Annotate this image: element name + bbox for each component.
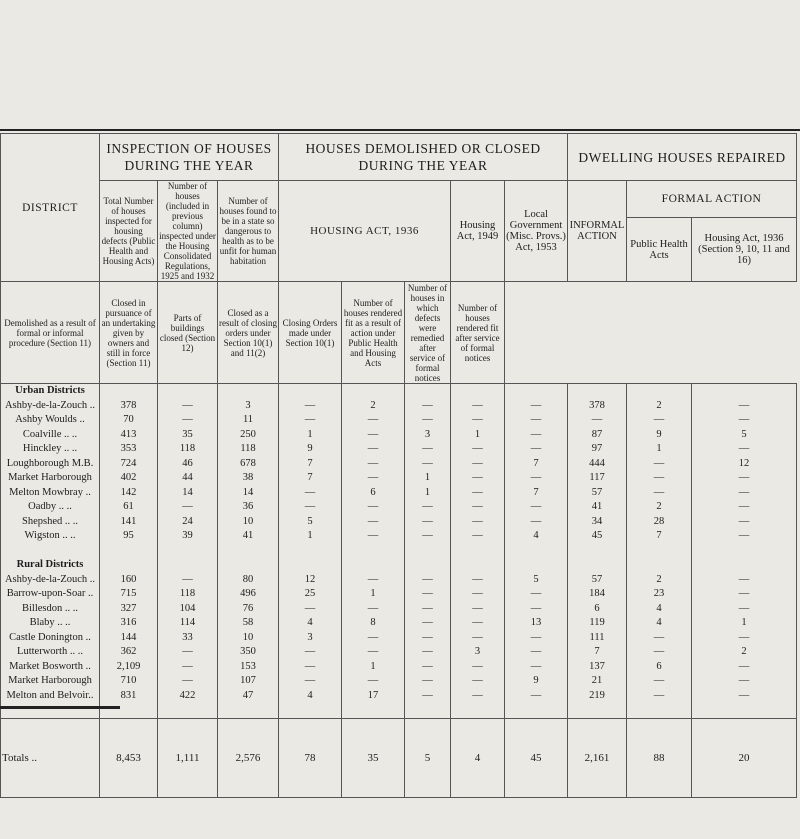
data-cell: 137 [589,660,605,672]
data-cell: 831 [120,689,137,701]
total-inspected-header: Total Number of houses inspected for housing defects (Public Health and Housing Acts) [100,181,158,282]
public-health-acts-header: Public Health Acts [627,218,692,282]
data-cell: 7 [656,530,662,541]
data-cell: 12 [738,457,750,469]
data-cell: — [738,443,750,454]
totals-label: Totals .. [1,718,100,797]
district-names-column [1,384,100,719]
data-cell: — [367,631,379,643]
data-cell: 11 [242,414,254,425]
data-cell: 1 [424,486,431,498]
data-column [342,384,405,719]
data-cell: 104 [179,602,196,614]
total-cell: 5 [405,718,451,797]
data-cell: — [472,515,483,527]
data-cell: 5 [741,428,747,440]
totals-row [1,718,797,797]
data-cell: 7 [307,472,313,483]
data-cell: 7 [533,457,539,469]
housing-report-table [0,133,797,798]
data-cell: — [653,486,665,498]
col-fit-after-header: Number of houses rendered fit after service of formal notices [451,282,505,384]
data-cell: — [530,660,542,672]
data-cell: — [738,631,750,643]
district-header: DISTRICT [1,134,100,282]
data-cell: — [653,457,665,469]
data-cell: — [653,631,665,643]
data-cell: 8 [370,617,376,628]
data-cell: — [472,399,483,411]
data-cell: 144 [120,631,137,643]
data-cell: — [653,646,665,657]
data-cell: 4 [656,602,662,614]
data-cell: — [367,530,379,541]
data-cell: — [304,602,316,614]
data-cell: — [738,675,750,686]
col-closed-undertaking-header: Closed in pursuance of an undertaking given by owners and still in force (Section 11) [100,282,158,384]
data-cell: 402 [120,472,137,483]
data-cell: — [367,602,379,614]
data-cell: — [367,675,379,686]
col-remedied-header: Number of houses in which defects were remedied after service of formal notices [405,282,451,384]
data-cell: 25 [304,588,316,599]
district-name: Oadby .. .. [28,501,72,512]
data-cell: 5 [307,515,313,527]
data-cell: — [367,428,379,440]
data-cell: 353 [120,443,137,454]
data-cell: 2 [741,646,747,657]
data-cell: 3 [245,399,251,411]
data-cell: — [738,515,750,527]
data-cell: — [304,501,316,512]
data-cell: — [422,646,433,657]
district-name: Market Bosworth .. [9,660,91,672]
data-cell: — [472,530,483,541]
data-cell: 61 [123,501,134,512]
data-cell: 2 [656,501,662,512]
district-name: Melton Mowbray .. [9,486,91,498]
total-cell: 78 [279,718,342,797]
data-cell: 350 [240,646,256,657]
data-cell: 21 [591,675,603,686]
total-cell: 2,161 [568,718,627,797]
data-cell: — [530,588,542,599]
data-cell: — [422,631,433,643]
data-column [568,384,627,719]
data-cell: — [472,602,483,614]
data-column [218,384,279,719]
data-cell: 41 [591,501,603,512]
data-cell: — [530,602,542,614]
data-column [505,384,568,719]
data-cell: — [182,675,193,686]
inspection-group-header: INSPECTION OF HOUSES DURING THE YEAR [100,134,279,181]
data-cell: 14 [242,486,254,498]
data-cell: — [182,660,193,672]
data-cell: — [422,457,433,469]
data-cell: — [422,660,433,672]
data-cell: 57 [591,486,603,498]
data-cell: — [591,414,603,425]
data-cell: 45 [591,530,603,541]
col-closed-orders-header: Closed as a result of closing orders under Section 10(1) and 11(2) [218,282,279,384]
data-cell: 13 [530,617,542,628]
data-cell: — [738,414,750,425]
data-cell: 6 [594,602,600,614]
data-cell: 1 [370,588,376,599]
data-column [100,384,158,719]
data-cell: 36 [242,501,254,512]
data-cell: — [738,486,750,498]
data-column [692,384,797,719]
data-cell: 142 [120,486,137,498]
data-cell: 23 [653,588,665,599]
data-cell: — [530,631,542,643]
data-cell: 10 [242,631,254,643]
data-cell: 34 [591,515,603,527]
data-cell: 413 [120,428,137,440]
data-cell: 46 [182,457,193,469]
district-name: Hinckley .. .. [22,443,78,454]
data-cell: — [304,414,316,425]
data-cell: 362 [120,646,137,657]
data-cell: — [472,573,483,585]
data-cell: — [304,486,316,498]
data-cell: 4 [307,617,313,628]
data-cell: — [472,443,483,454]
data-cell: 117 [589,472,605,483]
data-cell: 1 [656,443,662,454]
data-cell: — [530,501,542,512]
data-cell: 95 [123,530,134,541]
data-cell: — [472,501,483,512]
data-cell: 58 [242,617,254,628]
data-cell: 724 [120,457,137,469]
data-cell: — [422,573,433,585]
data-cell: 678 [240,457,256,469]
data-cell: 715 [120,588,137,599]
district-name: Barrow-upon-Soar .. [6,588,94,599]
data-cell: 2,109 [116,660,141,672]
data-cell: — [530,515,542,527]
data-cell: 107 [240,675,256,686]
data-cell: 3 [474,646,481,657]
data-cell: — [738,660,750,672]
data-cell: — [472,675,483,686]
total-cell: 2,576 [218,718,279,797]
data-column [405,384,451,719]
data-cell: — [422,414,433,425]
housing-act-1949-header: Housing Act, 1949 [451,181,505,282]
data-cell: — [530,689,542,701]
total-cell: 88 [627,718,692,797]
data-cell: — [653,472,665,483]
data-cell: 7 [307,457,313,469]
data-cell: — [304,399,316,411]
data-cell: 422 [179,689,196,701]
total-cell: 1,111 [158,718,218,797]
data-cell: 10 [242,515,254,527]
data-cell: — [367,573,379,585]
district-name: Blaby .. .. [29,617,71,628]
data-cell: — [472,414,483,425]
district-name: Ashby Woulds .. [15,414,85,425]
district-name: Castle Donington .. [9,631,91,643]
data-cell: 1 [307,530,313,541]
data-cell: 6 [370,486,376,498]
data-cell: 9 [656,428,662,440]
data-cell: 1 [424,472,431,483]
data-cell: — [530,428,542,440]
data-cell: — [422,689,433,701]
data-cell: — [367,515,379,527]
data-cell: — [653,414,665,425]
data-cell: 44 [182,472,193,483]
data-cell: — [472,631,483,643]
district-name: Ashby-de-la-Zouch .. [4,573,96,585]
inspected-regs-header: Number of houses (included in previous column) inspected under the Housing Consolidated Regulations, 1925 and 1932 [159,181,216,281]
data-cell: — [738,588,750,599]
data-cell: 57 [591,573,603,585]
col-informal-fit-header: Number of houses rendered fit as a result of action under Public Health and Housing Acts [342,282,405,384]
data-cell: 710 [120,675,137,686]
data-cell: — [530,646,542,657]
total-cell: 20 [692,718,797,797]
data-cell: 47 [242,689,254,701]
data-cell: — [472,472,483,483]
data-cell: 80 [242,573,254,585]
district-name: Billesdon .. .. [21,602,78,614]
data-cell: 3 [424,428,431,440]
data-cell: — [367,443,379,454]
data-cell: 38 [242,472,254,483]
data-cell: — [530,472,542,483]
repaired-group-header: DWELLING HOUSES REPAIRED [568,134,797,181]
informal-action-header: INFORMAL ACTION [568,181,627,282]
data-cell: — [422,588,433,599]
data-column [451,384,505,719]
district-name: Shepshed .. .. [22,515,78,527]
data-cell: 87 [591,428,603,440]
data-cell: 1 [307,428,313,440]
data-cell: — [367,414,379,425]
district-name: Market Harborough [8,675,92,686]
data-cell: 118 [179,443,196,454]
data-cell: — [422,501,433,512]
col-demolished-header: Demolished as a result of formal or informal procedure (Section 11) [1,282,100,384]
top-rule [0,129,800,131]
district-name: Ashby-de-la-Zouch .. [4,399,96,411]
data-cell: — [304,660,316,672]
data-cell: 2 [656,399,662,411]
data-cell: — [738,602,750,614]
data-cell: 41 [242,530,254,541]
data-cell: 12 [304,573,316,585]
unfit-header: Number of houses found to be in a state so dangerous to health as to be unfit for human habitation [218,181,279,282]
data-cell: — [367,646,379,657]
data-cell: — [530,414,542,425]
data-cell: — [530,443,542,454]
data-cell: — [738,530,750,541]
data-cell: — [738,501,750,512]
data-cell: — [738,689,750,701]
data-cell: — [530,399,542,411]
district-name: Market Harborough [8,472,92,483]
data-cell: 35 [182,428,193,440]
local-govt-act-header: Local Government (Misc. Provs.) Act, 1953 [505,181,568,282]
data-cell: — [738,399,750,411]
data-cell: 14 [182,486,193,498]
data-cell: 219 [589,689,605,701]
data-cell: — [738,472,750,483]
data-column [627,384,692,719]
data-cell: 33 [182,631,193,643]
data-cell: — [422,675,433,686]
data-cell: 184 [589,588,605,599]
formal-action-header: FORMAL ACTION [627,181,797,218]
data-cell: 9 [307,443,313,454]
data-cell: — [182,646,193,657]
data-cell: — [738,573,750,585]
data-cell: 118 [240,443,256,454]
data-cell: 70 [123,414,134,425]
col-parts-closed-header: Parts of buildings closed (Section 12) [158,282,218,384]
data-cell: 28 [653,515,665,527]
data-cell: — [182,501,193,512]
demolished-group-header: HOUSES DEMOLISHED OR CLOSED DURING THE YEAR [279,134,568,181]
data-cell: — [472,660,483,672]
data-cell: 378 [589,399,605,411]
data-cell: — [304,675,316,686]
district-name: Coalville .. .. [22,428,78,440]
data-cell: 111 [589,631,605,643]
data-cell: 5 [533,573,539,585]
data-cell: 119 [589,617,605,628]
housing-act-1936-header: HOUSING ACT, 1936 [279,181,451,282]
data-cell: 39 [182,530,193,541]
data-cell: — [367,457,379,469]
data-cell: — [422,399,433,411]
data-cell: 9 [533,675,539,686]
urban-section-label: Urban Districts [15,385,85,396]
data-cell: 24 [182,515,193,527]
district-name: Melton and Belvoir.. [6,689,94,701]
total-cell: 8,453 [100,718,158,797]
total-cell: 4 [451,718,505,797]
total-cell: 35 [342,718,405,797]
data-cell: — [422,443,433,454]
data-cell: — [653,675,665,686]
data-cell: 153 [240,660,256,672]
data-cell: 1 [370,660,376,672]
data-cell: 6 [656,660,662,672]
data-cell: 97 [591,443,603,454]
district-name: Wigston .. .. [24,530,76,541]
data-cell: 160 [120,573,137,585]
data-cell: 114 [179,617,196,628]
data-cell: 316 [120,617,137,628]
district-name: Lutterworth .. .. [17,646,83,657]
district-name: Loughborough M.B. [6,457,94,469]
data-cell: — [182,414,193,425]
district-body [1,384,797,719]
data-cell: 2 [370,399,376,411]
data-cell: — [182,573,193,585]
data-cell: — [367,501,379,512]
data-cell: — [182,399,193,411]
data-cell: — [472,689,483,701]
data-cell: 1 [474,428,481,440]
data-cell: — [304,646,316,657]
data-cell: 141 [120,515,137,527]
data-cell: — [422,602,433,614]
bottom-rule [0,706,120,709]
data-cell: 250 [240,428,256,440]
data-cell: 1 [741,617,747,628]
data-cell: 76 [242,602,254,614]
data-column [158,384,218,719]
data-cell: 17 [367,689,379,701]
data-cell: — [472,486,483,498]
data-cell: — [472,457,483,469]
rural-section-label: Rural Districts [16,559,84,570]
data-cell: 4 [533,530,539,541]
data-cell: — [472,617,483,628]
data-cell: 496 [240,588,256,599]
data-cell: 4 [307,689,313,701]
data-cell: 3 [307,631,313,643]
data-cell: 444 [589,457,605,469]
data-cell: — [422,530,433,541]
data-cell: 7 [594,646,600,657]
data-cell: — [653,689,665,701]
data-cell: 4 [656,617,662,628]
data-cell: 327 [120,602,137,614]
data-cell: 2 [656,573,662,585]
data-cell: 7 [533,486,539,498]
col-closing-orders-header: Closing Orders made under Section 10(1) [279,282,342,384]
data-cell: — [422,617,433,628]
data-cell: — [422,515,433,527]
data-cell: — [367,472,379,483]
data-cell: 378 [120,399,137,411]
data-cell: 118 [179,588,196,599]
data-column [279,384,342,719]
total-cell: 45 [505,718,568,797]
data-cell: — [472,588,483,599]
housing-act-s9-header: Housing Act, 1936 (Section 9, 10, 11 and 16) [692,218,797,282]
